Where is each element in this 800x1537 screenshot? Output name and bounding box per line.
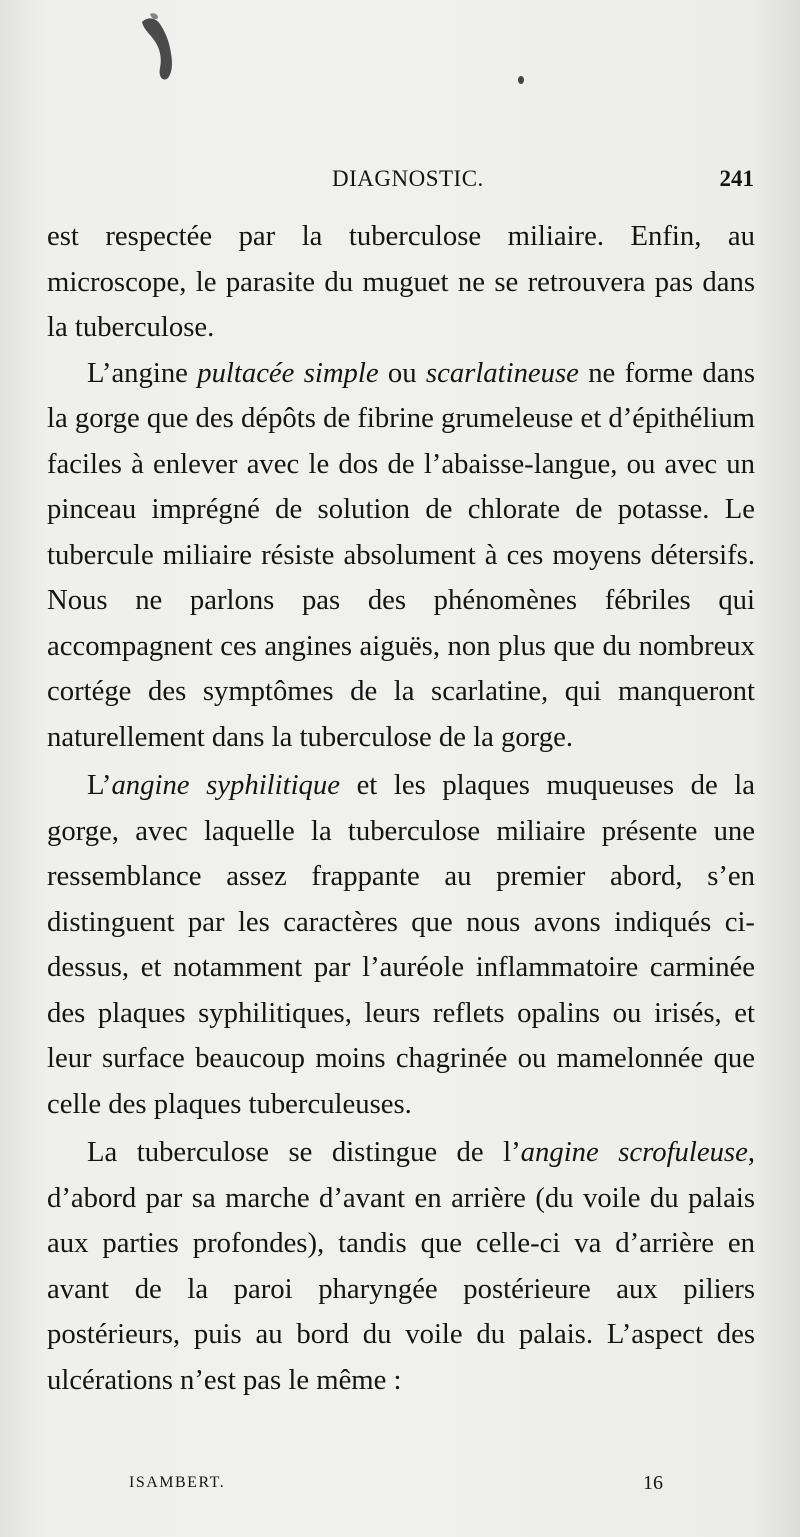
paragraph-1-text: est respectée par la tuberculose miliaire. Enfin, au microscope, le parasite du muguet ne se retrouvera pas dans la tuberculose. <box>47 220 755 343</box>
paragraph-2-conjunction: ou <box>378 356 426 389</box>
paragraph-4-text: , d’abord par sa marche d’avant en arrière (du voile du palais aux parties profondes), tandis que celle-ci va d’arrière en avant de la paroi pharyngée postérieure aux piliers postérieurs, puis au bord du voile du palais. L’aspect des ulcérations n’est pas le même : <box>47 1136 755 1396</box>
signature-mark: ISAMBERT. <box>129 1474 226 1491</box>
ink-dot <box>518 76 524 84</box>
paragraph-1 <box>47 214 755 351</box>
body-text <box>47 214 755 1403</box>
term-angine-syphilitique: angine syphilitique <box>111 769 340 801</box>
term-scarlatineuse: scarlatineuse <box>425 356 579 389</box>
paragraph-2-lead: L’angine <box>87 356 198 389</box>
sheet-number: 16 <box>643 1472 663 1494</box>
term-angine-scrofuleuse: angine scrofuleuse <box>520 1136 748 1168</box>
page-footer <box>0 1472 800 1500</box>
running-head <box>0 166 800 196</box>
page-number: 241 <box>719 166 754 191</box>
paragraph-2-text: ne forme dans la gorge que des dépôts de fibrine grumeleuse et d’épithélium faciles à enlever avec le dos de l’abaisse-langue, ou avec un pinceau imprégné de solution de chlorate de potasse. Le tubercule miliaire résiste absolument à ces moyens détersifs. Nous ne parlons pas des phénomènes fébriles qui accompagnent ces angines aiguës, non plus que du nombreux cortége des symptômes de la scarlatine, qui manqueront naturellement dans la tuberculose de la gorge. <box>47 356 755 753</box>
paragraph-3-lead: L’ <box>87 769 112 801</box>
running-title: DIAGNOSTIC. <box>332 166 484 191</box>
term-pultacee-simple: pultacée simple <box>197 356 379 389</box>
paragraph-4 <box>47 1130 755 1403</box>
ink-smudge <box>138 12 178 84</box>
paragraph-2 <box>47 351 755 761</box>
paragraph-3 <box>47 763 755 1127</box>
paragraph-4-lead: La tuberculose se distingue de l’ <box>87 1136 521 1168</box>
paragraph-3-text: et les plaques muqueuses de la gorge, avec laquelle la tuberculose miliaire présente une ressemblance assez frappante au premier abord, s’en distinguent par les caractères que nous avons indiqués ci-dessus, et notamment par l’auréole inflammatoire carminée des plaques syphilitiques, leurs reflets opalins ou irisés, et leur surface beaucoup moins chagrinée ou mamelonnée que celle des plaques tuberculeuses. <box>47 769 755 1120</box>
